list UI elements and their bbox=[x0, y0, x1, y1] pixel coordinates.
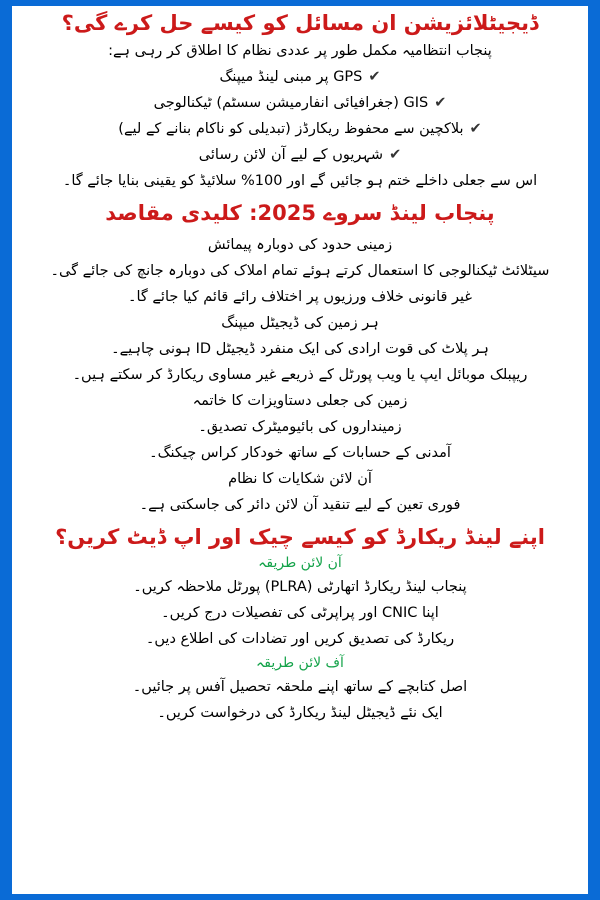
objective-item: ہر زمین کی ڈیجیٹل میپنگ bbox=[221, 315, 379, 331]
objective-item: غیر قانونی خلاف ورزیوں پر اختلاف رائے قائم کیا جائے گا۔ bbox=[128, 289, 472, 305]
check-mark-icon: ✔ bbox=[389, 147, 402, 163]
check-mark-icon: ✔ bbox=[368, 69, 381, 85]
objective-item: ہر پلاٹ کی قوت ارادی کی ایک منفرد ڈیجیٹل ID ہونی چاہیے۔ bbox=[111, 341, 489, 357]
online-method-label: آن لائن طریقہ bbox=[258, 555, 342, 571]
objective-item: ریپبلک موبائل ایپ یا ویب پورٹل کے ذریعے غیر مساوی ریکارڈ کر سکتے ہیں۔ bbox=[72, 367, 528, 383]
section2-title: پنجاب لینڈ سروے 2025: کلیدی مقاصد bbox=[105, 201, 495, 225]
checklist-item: ✔GIS (جغرافیائی انفارمیشن سسٹم) ٹیکنالوجی bbox=[22, 90, 578, 116]
section1-title: ڈیجیٹلائزیشن ان مسائل کو کیسے حل کرے گی؟ bbox=[61, 11, 539, 35]
checklist-item: ✔GPS پر مبنی لینڈ میپنگ bbox=[22, 64, 578, 90]
objective-item: آمدنی کے حسابات کے ساتھ خودکار کراس چیکنگ۔ bbox=[149, 445, 451, 461]
offline-method-label: آف لائن طریقہ bbox=[256, 655, 344, 671]
section1-intro: پنجاب انتظامیہ مکمل طور پر عددی نظام کا اطلاق کر رہی ہے: bbox=[108, 43, 492, 59]
objective-item: فوری تعین کے لیے تنقید آن لائن دائر کی جاسکتی ہے۔ bbox=[139, 497, 461, 513]
check-mark-icon: ✔ bbox=[469, 121, 482, 137]
online-step: پنجاب لینڈ ریکارڈ اتھارٹی (PLRA) پورٹل ملاحظہ کریں۔ bbox=[133, 579, 467, 595]
objective-item: سیٹلائٹ ٹیکنالوجی کا استعمال کرتے ہوئے تمام املاک کی دوبارہ جانچ کی جائے گی۔ bbox=[50, 263, 550, 279]
section1-outro: اس سے جعلی داخلے ختم ہو جائیں گے اور 100% سلائیڈ کو یقینی بنایا جائے گا۔ bbox=[62, 173, 538, 189]
objective-item: زمین کی جعلی دستاویزات کا خاتمہ bbox=[192, 393, 408, 409]
offline-step: ایک نئے ڈیجیٹل لینڈ ریکارڈ کی درخواست کریں۔ bbox=[157, 705, 443, 721]
objective-item: آن لائن شکایات کا نظام bbox=[228, 471, 372, 487]
online-step: ریکارڈ کی تصدیق کریں اور تضادات کی اطلاع دیں۔ bbox=[145, 631, 455, 647]
checklist-item: ✔بلاکچین سے محفوظ ریکارڈز (تبدیلی کو ناکام بنانے کے لیے) bbox=[22, 116, 578, 142]
section3-title: اپنے لینڈ ریکارڈ کو کیسے چیک اور اپ ڈیٹ کریں؟ bbox=[55, 525, 545, 549]
article bbox=[22, 8, 578, 892]
check-mark-icon: ✔ bbox=[434, 95, 447, 111]
objective-item: زمینی حدود کی دوبارہ پیمائش bbox=[207, 237, 393, 253]
checklist-item: ✔شہریوں کے لیے آن لائن رسائی bbox=[22, 142, 578, 168]
online-step: اپنا CNIC اور پراپرٹی کی تفصیلات درج کریں۔ bbox=[161, 605, 439, 621]
offline-step: اصل کتابچے کے ساتھ اپنے ملحقہ تحصیل آفس پر جائیں۔ bbox=[132, 679, 468, 695]
objective-item: زمینداروں کی بائیومیٹرک تصدیق۔ bbox=[198, 419, 402, 435]
